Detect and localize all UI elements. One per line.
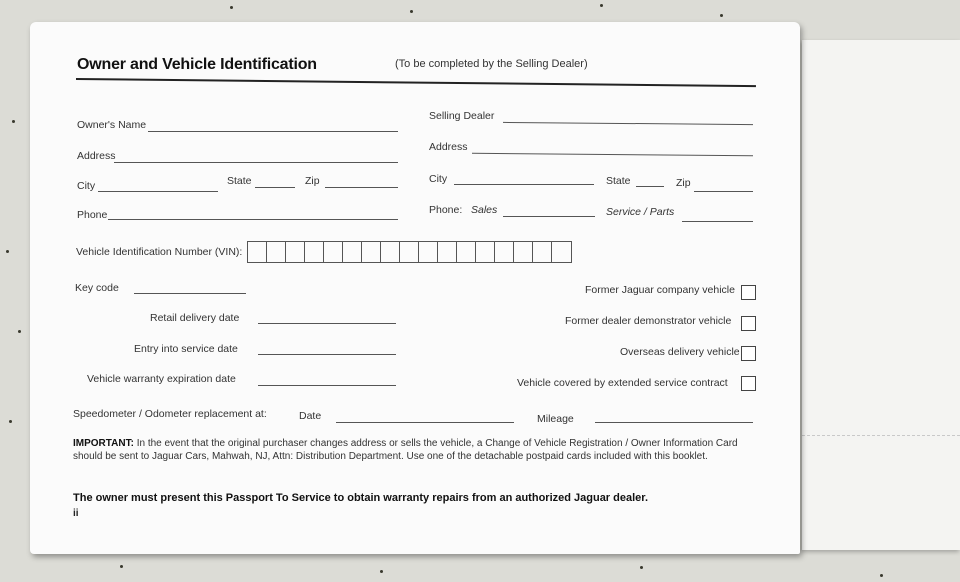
vin-cell[interactable] <box>305 242 324 262</box>
owners-name-label: Owner's Name <box>77 119 147 131</box>
important-notice <box>73 438 763 463</box>
dealer-address-field[interactable] <box>472 153 753 156</box>
entry-service-label: Entry into service date <box>134 343 238 355</box>
vin-boxes[interactable] <box>247 241 572 263</box>
dealer-address-label: Address <box>429 141 468 153</box>
retail-delivery-field[interactable] <box>258 323 396 324</box>
dealer-zip-field[interactable] <box>694 191 753 192</box>
vin-cell[interactable] <box>381 242 400 262</box>
former-company-checkbox[interactable] <box>741 285 756 300</box>
warranty-expiration-field[interactable] <box>258 385 396 386</box>
overseas-delivery-checkbox[interactable] <box>741 346 756 361</box>
dealer-state-field[interactable] <box>636 186 664 187</box>
speedometer-label: Speedometer / Odometer replacement at: <box>73 408 267 420</box>
extended-contract-label: Vehicle covered by extended service contract <box>517 377 728 389</box>
former-demonstrator-checkbox[interactable] <box>741 316 756 331</box>
form-page <box>30 22 800 554</box>
owner-city-field[interactable] <box>98 191 218 192</box>
owner-state-label: State <box>227 175 252 187</box>
key-code-field[interactable] <box>134 293 246 294</box>
vin-cell[interactable] <box>457 242 476 262</box>
extended-contract-checkbox[interactable] <box>741 376 756 391</box>
vin-cell[interactable] <box>400 242 419 262</box>
owners-name-field[interactable] <box>148 131 398 132</box>
vin-cell[interactable] <box>286 242 305 262</box>
speedometer-mileage-field[interactable] <box>595 422 753 423</box>
title-rule <box>76 78 756 87</box>
owner-address-label: Address <box>77 150 116 162</box>
facing-page <box>802 40 960 550</box>
overseas-delivery-label: Overseas delivery vehicle <box>620 346 740 358</box>
owner-phone-field[interactable] <box>108 219 398 220</box>
owner-must-present-note: The owner must present this Passport To Service to obtain warranty repairs from an authorized Jaguar dealer. <box>73 492 649 504</box>
owner-city-label: City <box>77 180 96 192</box>
dealer-zip-label: Zip <box>676 177 691 189</box>
dealer-phone-label: Phone: <box>429 204 463 216</box>
vin-cell[interactable] <box>476 242 495 262</box>
former-company-label: Former Jaguar company vehicle <box>585 284 735 296</box>
vin-cell[interactable] <box>438 242 457 262</box>
page-number: ii <box>73 508 79 519</box>
vin-cell[interactable] <box>419 242 438 262</box>
form-subtitle: (To be completed by the Selling Dealer) <box>395 58 588 70</box>
dealer-sales-field[interactable] <box>503 216 595 217</box>
vin-cell[interactable] <box>248 242 267 262</box>
vin-cell[interactable] <box>362 242 381 262</box>
vin-label: Vehicle Identification Number (VIN): <box>76 246 243 258</box>
vin-cell[interactable] <box>267 242 286 262</box>
owner-phone-label: Phone <box>77 209 108 221</box>
vin-cell[interactable] <box>343 242 362 262</box>
dealer-state-label: State <box>606 175 631 187</box>
owner-zip-field[interactable] <box>325 187 398 188</box>
dealer-sales-label: Sales <box>471 204 498 216</box>
vin-cell[interactable] <box>495 242 514 262</box>
vin-cell[interactable] <box>552 242 571 262</box>
owner-state-field[interactable] <box>255 187 295 188</box>
dealer-city-label: City <box>429 173 448 185</box>
perforation-line <box>802 435 960 436</box>
retail-delivery-label: Retail delivery date <box>150 312 240 324</box>
vin-cell[interactable] <box>514 242 533 262</box>
former-demonstrator-label: Former dealer demonstrator vehicle <box>565 315 732 327</box>
key-code-label: Key code <box>75 282 119 294</box>
selling-dealer-label: Selling Dealer <box>429 110 495 122</box>
selling-dealer-field[interactable] <box>503 122 753 125</box>
warranty-expiration-label: Vehicle warranty expiration date <box>87 373 236 385</box>
dealer-service-parts-field[interactable] <box>682 221 753 222</box>
vin-cell[interactable] <box>533 242 552 262</box>
vin-cell[interactable] <box>324 242 343 262</box>
important-label: IMPORTANT: <box>73 438 134 449</box>
form-title: Owner and Vehicle Identification <box>77 56 317 73</box>
owner-address-field[interactable] <box>114 162 398 163</box>
speedometer-mileage-label: Mileage <box>537 413 574 425</box>
important-text: In the event that the original purchaser changes address or sells the vehicle, a Change of Vehicle Registration / Owner Information Card should be sent to Jaguar Cars, Mahwah, NJ, Attn: Distribution Department. Use one of the detachable postpaid cards included with this booklet. <box>73 438 738 462</box>
entry-service-field[interactable] <box>258 354 396 355</box>
dealer-city-field[interactable] <box>454 184 594 185</box>
dealer-service-parts-label: Service / Parts <box>606 206 675 218</box>
speedometer-date-label: Date <box>299 410 322 422</box>
owner-zip-label: Zip <box>305 175 320 187</box>
speedometer-date-field[interactable] <box>336 422 514 423</box>
